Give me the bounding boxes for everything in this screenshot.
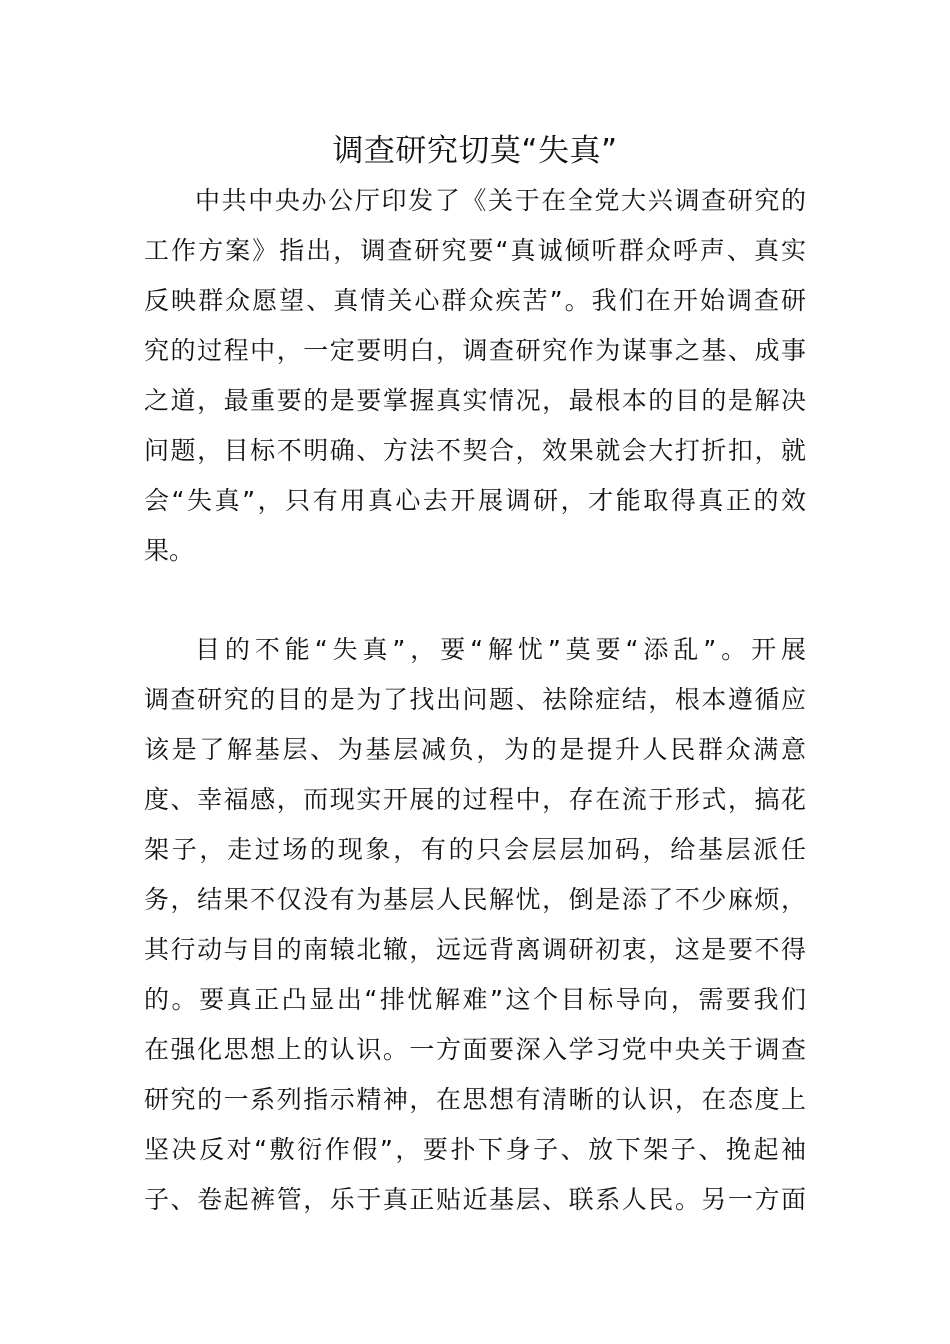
paragraph-line: 之道，最重要的是要掌握真实情况，最根本的目的是解决 [144, 386, 806, 415]
paragraph-line: 子、卷起裤管，乐于真正贴近基层、联系人民。另一方面 [144, 1185, 806, 1214]
paragraph-line: 研究的一系列指示精神，在思想有清晰的认识，在态度上 [144, 1085, 806, 1114]
paragraph-line: 其行动与目的南辕北辙，远远背离调研初衷，这是要不得 [144, 935, 806, 964]
paragraph-line: 务，结果不仅没有为基层人民解忧，倒是添了不少麻烦， [144, 885, 806, 914]
paragraph-line: 目的不能“失真”，要“解忧”莫要“添乱”。开展 [195, 635, 806, 664]
paragraph-line: 坚决反对“敷衍作假”，要扑下身子、放下架子、挽起袖 [144, 1135, 806, 1164]
document-title: 调查研究切莫“失真” [332, 133, 618, 169]
paragraph-line: 果。 [144, 536, 195, 565]
paragraph-line: 该是了解基层、为基层减负，为的是提升人民群众满意 [144, 735, 806, 764]
paragraph-line: 在强化思想上的认识。一方面要深入学习党中央关于调查 [144, 1035, 806, 1064]
paragraph-line: 反映群众愿望、真情关心群众疾苦”。我们在开始调查研 [144, 286, 806, 315]
paragraph-line: 会“失真”，只有用真心去开展调研，才能取得真正的效 [144, 486, 806, 515]
paragraph-line: 究的过程中，一定要明白，调查研究作为谋事之基、成事 [144, 336, 806, 365]
paragraph-line: 调查研究的目的是为了找出问题、祛除症结，根本遵循应 [144, 685, 806, 714]
paragraph-line: 度、幸福感，而现实开展的过程中，存在流于形式，搞花 [144, 785, 806, 814]
paragraph-line: 中共中央办公厅印发了《关于在全党大兴调查研究的 [195, 186, 806, 215]
paragraph-line: 架子，走过场的现象，有的只会层层加码，给基层派任 [144, 835, 806, 864]
paragraph-line: 工作方案》指出，调查研究要“真诚倾听群众呼声、真实 [144, 236, 806, 265]
paragraph-line: 问题，目标不明确、方法不契合，效果就会大打折扣，就 [144, 436, 806, 465]
paragraph-line: 的。要真正凸显出“排忧解难”这个目标导向，需要我们 [144, 985, 806, 1014]
